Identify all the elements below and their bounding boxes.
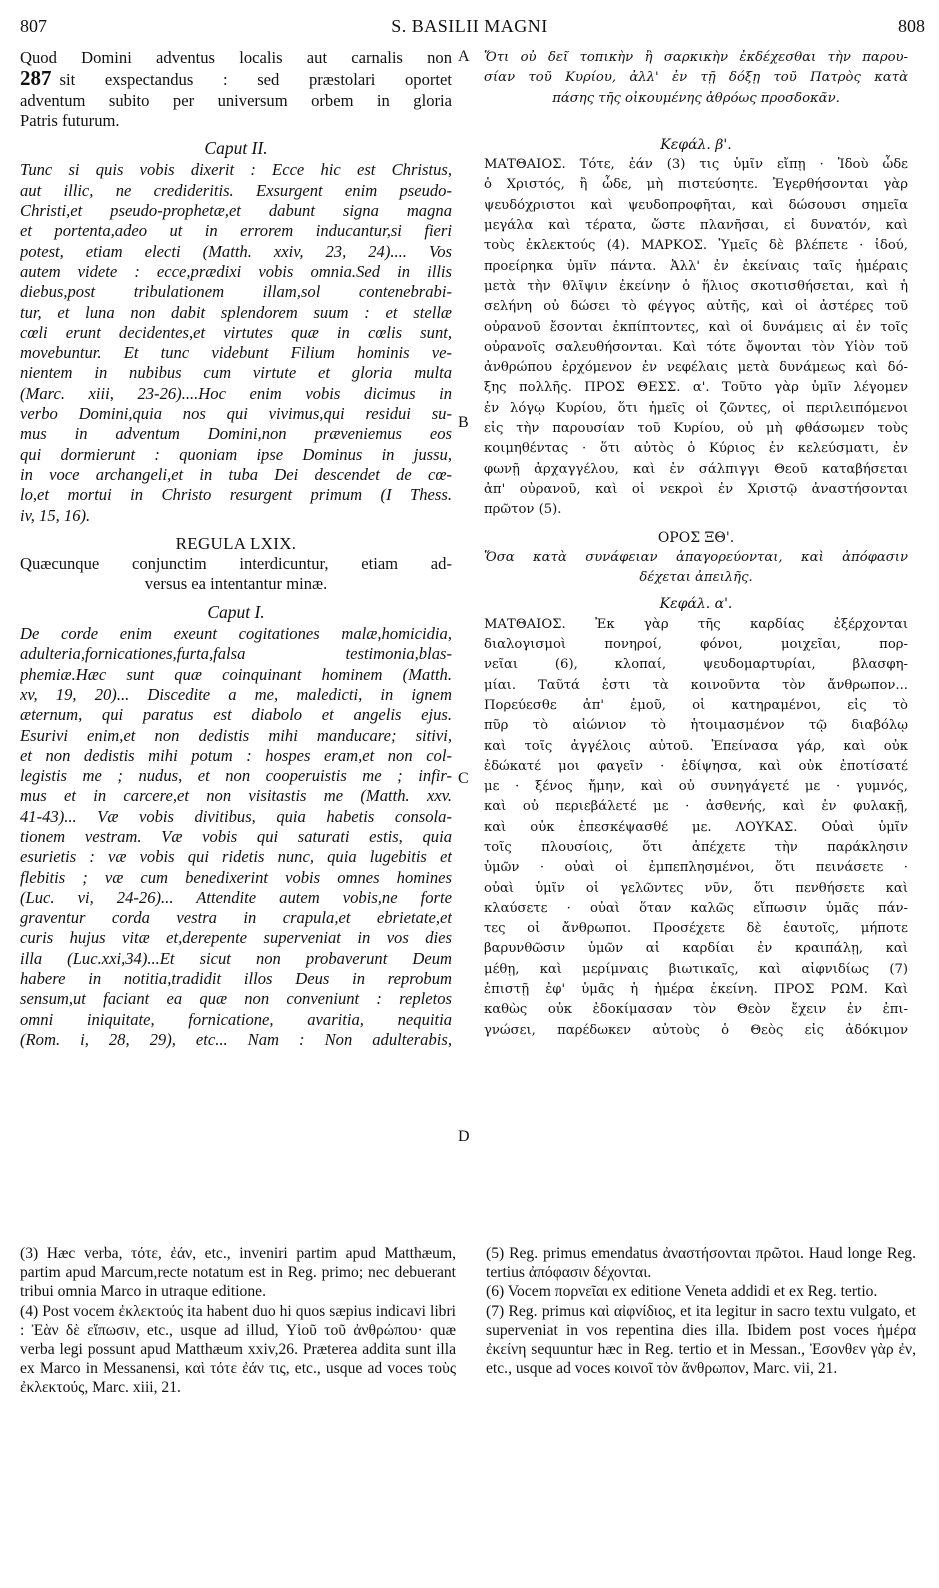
text-line: 41-43)... Væ vobis divitibus, quia habetis consola- [20,806,452,826]
text-line: æternum, qui paratus est diabolo et angelis ejus. [20,705,452,725]
chapter-2-text [20,160,452,525]
greek-line: ὁ Χριστός, ἢ ὧδε, μὴ πιστεύσητε. Ἐγερθήσονται γὰρ [484,177,908,193]
text-line: (Rom. i, 28, 29), etc... Nam : Non adulterabis, [20,1029,452,1049]
greek-line: μεγάλα καὶ τέρατα, ὥστε πλανῆσαι, εἰ δυνατόν, καὶ [484,218,908,234]
text-line: graventur corda vestra in crapula,et ebrietate,et [20,908,452,928]
latin-column [20,48,452,1050]
text-line: habere in notitia,tradidit illos Deus in reprobum [20,969,452,989]
greek-rule-title-line: δέχεται ἀπειλῆς. [639,570,753,586]
greek-intro-line: σίαν τοῦ Κυρίου, ἀλλ' ἐν τῇ δόξῃ τοῦ Πατρὸς κατὰ [484,70,908,86]
text-line: et portenta,adeo ut in errorem inducantur,si fieri [20,221,452,241]
text-line: qui dormierunt : quoniam ipse Dominus in jussu, [20,444,452,464]
greek-chapter-1-text [484,615,908,1041]
spacer [484,109,908,129]
text-line: Christi,et pseudo-prophetæ,et dabunt signa magna [20,201,452,221]
text-line: tionem vestram. Væ vobis qui saturati estis, quia [20,826,452,846]
footnote: (3) Hæc verba, τότε, ἐάν, etc., inveniri partim apud Matthæum, partim apud Marcum,recte notatum est in Reg. primo; nec debuerant tribui omnia Marco in utraque editione. [20,1245,456,1301]
text-line: phemiæ.Hæc sunt quæ coinquinant hominem (Matth. [20,664,452,684]
intro-line-text: sit exspectandus : sed præstolari oportet [59,70,452,90]
text-line: De corde enim exeunt cogitationes malæ,homicidia, [20,624,452,644]
text-line: illa (Luc.xxi,34)...Et sicut non probaverunt Deum [20,948,452,968]
text-line: adulteria,fornicationes,furta,falsa testimonia,blas- [20,644,452,664]
greek-line: κλαύσετε · οὐαὶ ὅταν καλῶς εἴπωσιν ὑμᾶς πάν- [484,900,908,916]
footnote: (7) Reg. primus καὶ αἰφνίδιος, et ita legitur in sacro textu vulgato, et superveniat in vos repentina dies illa. Ibidem post voces ἡμέρα ἐκείνη sequuntur hæc in Reg. tertio et in Messan., Ἐσονθεν γὰρ ἐν, etc., usque ad voces κοινοῖ τὸν ἄνθρωπον, Marc. vii, 21. [486,1302,916,1378]
greek-line: οὐρανοῦ ἔσονται ἐκπίπτοντες, καὶ οἱ δυνάμεις αἱ ἐν τοῖς [484,319,908,335]
greek-line: ἐν λόγῳ Κυρίου, ὅτι ἡμεῖς οἱ ζῶντες, οἱ περιλειπόμενοι [484,400,908,416]
text-line: tur, et luna non dabit splendorem suum : et stellæ [20,302,452,322]
footnote: (6) Vocem πορνεῖαι ex editione Veneta addidi et ex Reg. tertio. [486,1283,878,1301]
text-line: movebuntur. Et tunc videbunt Filium hominis ve- [20,343,452,363]
greek-line: ἐδώκατέ μοι φαγεῖν · ἐδίψησα, καὶ οὐκ ἐποτίσατέ [484,758,908,774]
greek-line: τοὺς ἐκλεκτούς (4). ΜΑΡΚΟΣ. Ὑμεῖς δὲ βλέπετε · ἰδού, [484,238,908,254]
rule-heading: REGULA LXIX. [175,533,297,553]
margin-number: 287 [20,68,52,91]
greek-line: βαρυνθῶσιν ὑμῶν αἱ καρδίαι ἐν κραιπάλῃ, καὶ [484,941,908,957]
greek-line: γνώσει, παρέδωκεν αὐτοὺς ὁ Θεὸς εἰς ἀδόκιμον [484,1022,908,1038]
text-line: autem videte : ecce,prædixi vobis omnia.Sed in illis [20,261,452,281]
greek-line: κοιμηθέντας · ὅτι αὐτὸς ὁ Κύριος ἐν κελεύσματι, ἐν [484,441,908,457]
margin-letter-c: C [458,770,469,787]
greek-line: μετὰ τὴν θλῖψιν ἐκείνην ὁ ἥλιος σκοτισθήσεται, καὶ ἡ [484,278,908,294]
intro-line: Patris futurum. [20,110,120,130]
intro-line: adventum subito per universum orbem in gloria [20,90,452,110]
greek-line: καθὼς οὐκ ἐδοκίμασαν τὸν Θεὸν ἔχειν ἐν ἐπι- [484,1002,908,1018]
greek-line: ΜΑΤΘΑΙΟΣ. Ἐκ γὰρ τῆς καρδίας ἐξέρχονται [484,616,908,632]
footnote: (5) Reg. primus emendatus ἀναστήσονται πρῶτοι. Haud longe Reg. tertius ἀπόφασιν δέχονται. [486,1245,916,1282]
greek-line: ὑμῶν · οὐαὶ οἱ ἐμπεπλησμένοι, ὅτι πεινάσετε · [484,860,908,876]
greek-rule-heading: ΟΡΟΣ ΞΘ'. [657,529,735,546]
greek-line: ξης πολλῆς. ΠΡΟΣ ΘΕΣΣ. α'. Τοῦτο γὰρ ὑμῖν λέγομεν [484,380,908,396]
text-line: xv, 19, 20)... Discedite a me, maledicti, in ignem [20,684,452,704]
greek-line: εἰς τὴν παρουσίαν τοῦ Κυρίου, οὐ μὴ φθάσωμεν τοὺς [484,421,908,437]
text-line: (Marc. xiii, 23-26)....Hoc enim vobis dicimus in [20,383,452,403]
greek-line: Πορεύεσθε ἀπ' ἐμοῦ, οἱ κατηραμένοι, εἰς τὸ [484,697,908,713]
text-line: flebitis ; væ cum benedixerint vobis omnes homines [20,867,452,887]
greek-line: τοῖς πλουσίοις, ὅτι ἀπέχετε τὴν παράκλησιν [484,839,908,855]
margin-letter-b: B [458,414,469,431]
margin-letter-d: D [458,1128,470,1145]
greek-line: ἀνθρώπου ἐρχόμενον ἐν νεφέλαις μετὰ δυνάμεως καὶ δό- [484,360,908,376]
chapter-heading: Caput I. [207,601,265,622]
text-line: Tunc si quis vobis dixerit : Ecce hic est Christus, [20,160,452,180]
greek-line: μέθῃ, καὶ μερίμναις βιωτικαῖς, καὶ αἰφνιδίως (7) [484,961,908,977]
greek-chapter-heading: Κεφάλ. β'. [660,136,732,153]
text-line: esurietis : væ vobis qui ridetis nunc, quia lugebitis et [20,847,452,867]
footnotes-right [486,1244,916,1378]
text-line: (Luc. vi, 24-26)... Attendite autem vobis,ne forte [20,887,452,907]
greek-line: σελήνη οὐ δώσει τὸ φέγγος αὐτῆς, καὶ οἱ ἀστέρες τοῦ [484,299,908,315]
chapter-heading: Caput II. [204,138,268,159]
intro-line: Quod Domini adventus localis aut carnalis non [20,48,452,67]
rule-title-line: versus ea intentantur minæ. [144,574,328,594]
greek-line: πρῶτον (5). [484,502,562,518]
greek-rule-title-line: Ὅσα κατὰ συνάφειαν ἀπαγορεύονται, καὶ ἀπόφασιν [484,549,908,565]
text-line: in voce archangeli,et in tuba Dei descendet de cœ- [20,464,452,484]
left-page-number: 807 [20,16,47,36]
text-line: mus in adventum Domini,non præveniemus eos [20,424,452,444]
greek-line: πῦρ τὸ αἰώνιον τὸ ἡτοιμασμένον τῷ διαβόλῳ [484,718,908,734]
text-line: Esurivi enim,et non dedistis mihi manducare; sitivi, [20,725,452,745]
greek-line: ΜΑΤΘΑΙΟΣ. Τότε, ἐάν (3) τις ὑμῖν εἴπῃ · Ἰδοὺ ὧδε [484,157,908,173]
greek-line: προείρηκα ὑμῖν πάντα. Ἀλλ' ἐν ἐκείναις ταῖς ἡμέραις [484,258,908,274]
greek-line: με · ξένος ἤμην, καὶ οὐ συνηγάγετέ με · γυμνός, [484,779,908,795]
intro-line-with-number [20,68,452,90]
greek-line: μίαι. Ταῦτά ἐστι τὰ κοινοῦντα τὸν ἄνθρωπον... [484,677,908,693]
right-page-number: 808 [898,16,925,36]
greek-line: καὶ τοῖς ἀγγέλοις αὐτοῦ. Ἐπείνασα γάρ, καὶ οὐκ [484,738,908,754]
greek-column [484,48,908,1041]
text-line: lo,et mortui in Christo resurgent primum (I Thess. [20,485,452,505]
greek-line: ψευδόχριστοι καὶ ψευδοπροφῆται, καὶ δώσουσι σημεῖα [484,197,908,213]
text-line: nientem in nubibus cum virtute et gloria multa [20,363,452,383]
greek-intro-line: πάσης τῆς οἰκουμένης ἀθρόως προσδοκᾶν. [552,90,840,106]
text-line: diebus,post tribulationem illam,sol contenebrabi- [20,282,452,302]
chapter-1-text [20,624,452,1050]
margin-letter-a: A [458,48,470,65]
greek-line: ἀπ' οὐρανοῦ, καὶ οἱ νεκροὶ ἐν Χριστῷ ἀναστήσονται [484,481,908,497]
text-line: legistis me ; nudus, et non cooperuistis me ; infir- [20,766,452,786]
greek-line: οὐαὶ ὑμῖν οἱ γελῶντες νῦν, ὅτι πενθήσετε καὶ [484,880,908,896]
greek-chapter-heading: Κεφάλ. α'. [659,596,733,613]
greek-line: φωνῇ ἀρχαγγέλου, καὶ ἐν σάλπιγγι Θεοῦ καταβήσεται [484,461,908,477]
footnotes-left [20,1244,456,1398]
greek-line: διαλογισμοὶ πονηροί, φόνοι, μοιχεῖαι, πορ- [484,637,908,653]
greek-line: καὶ οὐ περιεβάλετέ με · ἀσθενής, καὶ ἐν φυλακῇ, [484,799,908,815]
footnote: (4) Post vocem ἐκλεκτούς ita habent duo hi quos sæpius indicavi libri : Ἐὰν δὲ εἴπωσιν, etc., usque ad illud, Υἱοῦ τοῦ ἀνθρώπου· quæ verba legi possunt apud Matthæum xxiv,26. Præterea addita sunt illa ex Marco in Messanensi, καὶ τότε ἐάν τις, etc., usque ad voces τοὺς ἐκλεκτούς, Marc. xiii, 21. [20,1302,456,1397]
text-line: iv, 15, 16). [20,505,91,525]
text-line: mus et in carcere,et non visitastis me (Matth. xxv. [20,786,452,806]
text-line: verbo Domini,quia nos qui vivimus,qui residui su- [20,404,452,424]
greek-intro-line: Ὅτι οὐ δεῖ τοπικὴν ἢ σαρκικὴν ἐκδέχεσθαι τὴν παρου- [484,50,908,65]
text-line: cœli erunt decidentes,et virtutes quæ in cœlis sunt, [20,322,452,342]
running-title: S. BASILII MAGNI [391,16,548,36]
running-head [0,16,939,40]
greek-line: καὶ οὐκ ἐπεσκέψασθέ με. ΛΟΥΚΑΣ. Οὐαὶ ὑμῖν [484,819,908,835]
text-line: potest, etiam electi (Matth. xxiv, 23, 24).... Vos [20,241,452,261]
greek-line: οὐρανοῖς σαλευθήσονται. Καὶ τότε ὄψονται τὸν Υἱὸν τοῦ [484,339,908,355]
text-line: aut illic, ne credideritis. Exsurgent enim pseudo- [20,180,452,200]
text-line: et non dedistis mihi potum : hospes eram,et non col- [20,745,452,765]
rule-title-line: Quæcunque conjunctim interdicuntur, etiam ad- [20,554,452,574]
greek-line: νεῖαι (6), κλοπαί, ψευδομαρτυρίαι, βλασφη- [484,657,908,673]
greek-chapter-2-text [484,155,908,520]
text-line: sensum,ut faciant ea quæ non conveniunt : repletos [20,989,452,1009]
text-line: omni iniquitate, fornicatione, avaritia, nequitia [20,1009,452,1029]
greek-line: ἐπιστῇ ἐφ' ὑμᾶς ἡ ἡμέρα ἐκείνη. ΠΡΟΣ ΡΩΜ. Καὶ [484,982,908,998]
greek-line: τες οἱ ἄνθρωποι. Προσέχετε δὲ ἑαυτοῖς, μήποτε [484,921,908,937]
text-line: curis hujus vitæ et,derepente superveniat in vos dies [20,928,452,948]
